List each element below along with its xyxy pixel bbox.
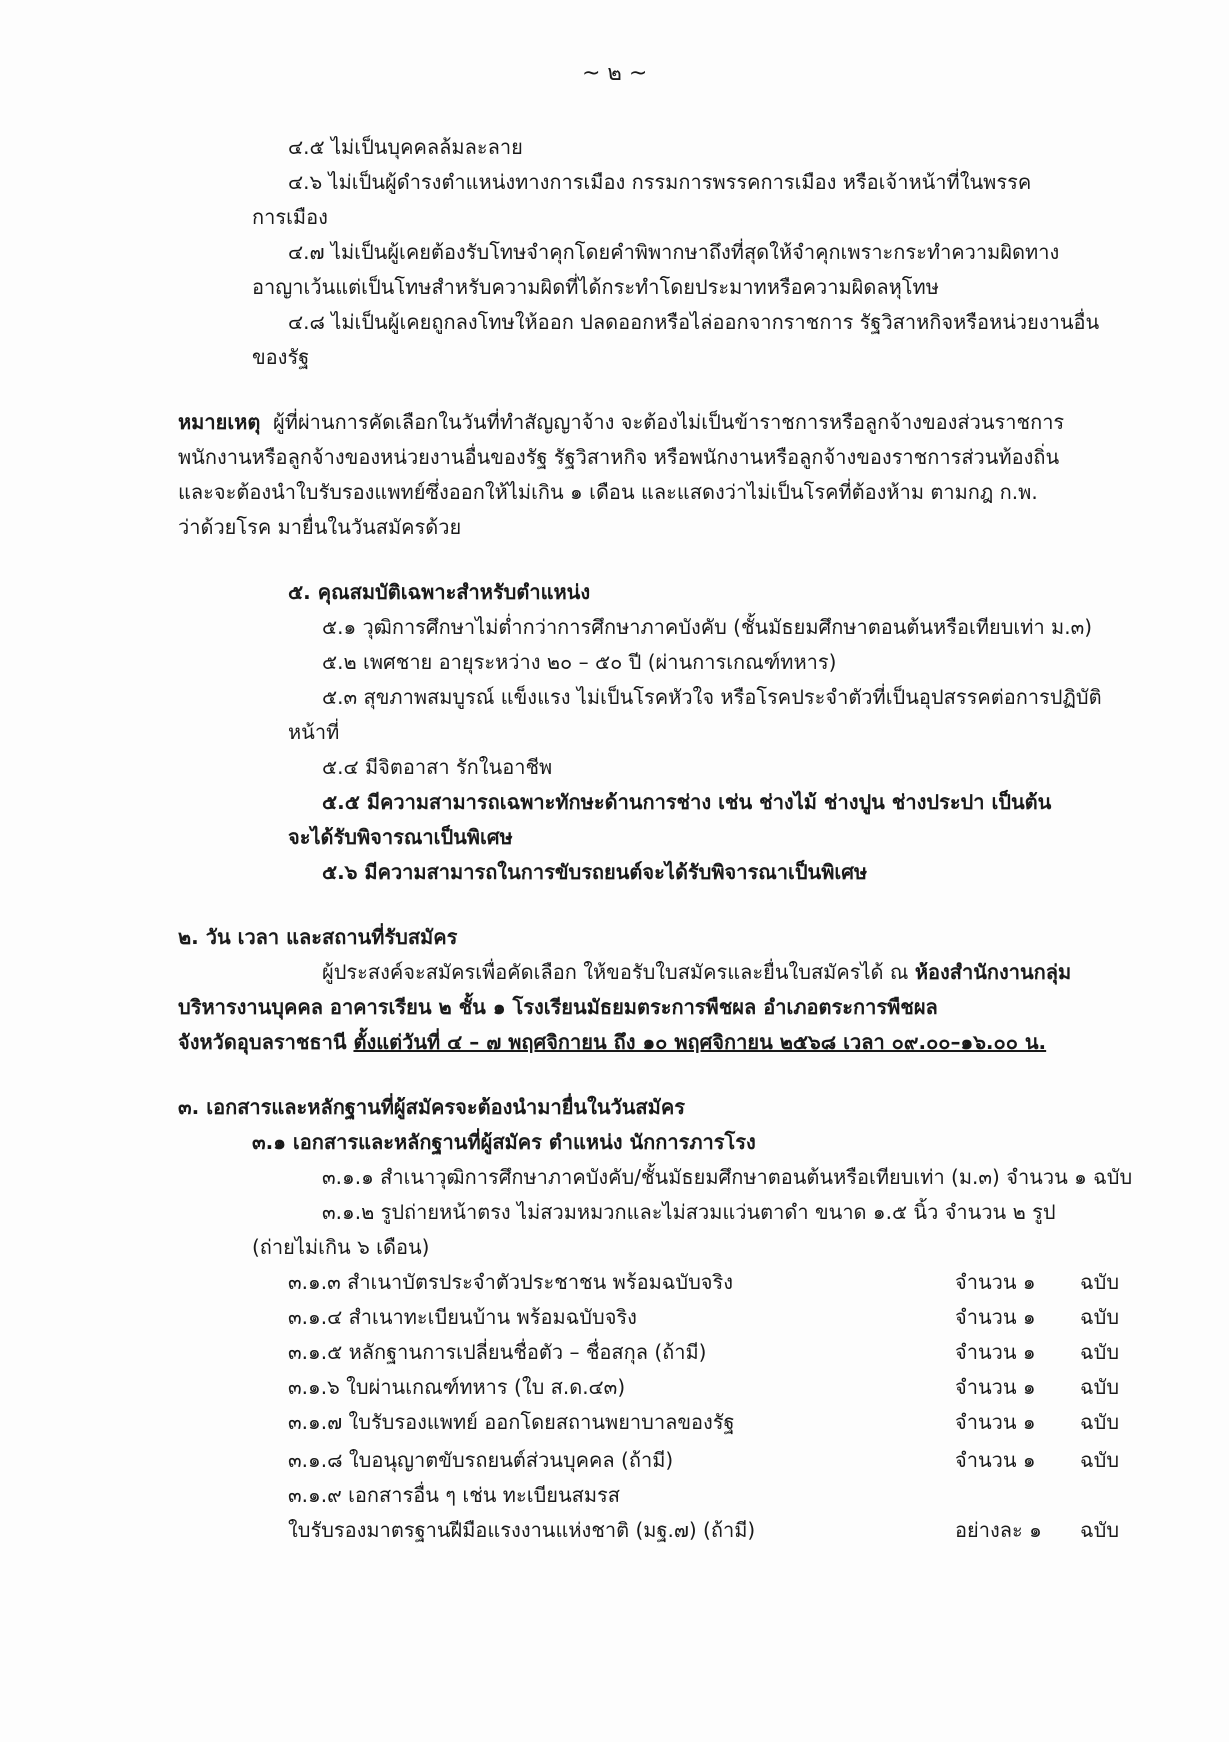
note-line-4: ว่าด้วยโรค มายื่นในวันสมัครด้วย xyxy=(178,515,462,539)
item-4-8-cont: ของรัฐ xyxy=(252,345,310,369)
doc-3-1-5-amount: จำนวน ๑ xyxy=(955,1340,1036,1364)
doc-3-1-8-unit: ฉบับ xyxy=(1080,1448,1120,1472)
doc-3-1-1: ๓.๑.๑ สำเนาวุฒิการศึกษาภาคบังคับ/ชั้นมัธยมศึกษาตอนต้นหรือเทียบเท่า (ม.๓) จำนวน ๑ ฉบับ xyxy=(322,1165,1133,1189)
doc-3-1-9: ๓.๑.๙ เอกสารอื่น ๆ เช่น ทะเบียนสมรส xyxy=(288,1483,620,1507)
note-label: หมายเหตุ xyxy=(178,410,261,434)
doc-3-1-9-amount: อย่างละ ๑ xyxy=(955,1518,1042,1542)
section-2-line-2: บริหารงานบุคคล อาคารเรียน ๒ ชั้น ๑ โรงเรียนมัธยมตระการพืชผล อำเภอตระการพืชผล xyxy=(178,995,938,1019)
item-4-6: ๔.๖ ไม่เป็นผู้ดำรงตำแหน่งทางการเมือง กรรมการพรรคการเมือง หรือเจ้าหน้าที่ในพรรค xyxy=(288,170,1032,194)
item-5-4: ๕.๔ มีจิตอาสา รักในอาชีพ xyxy=(322,755,553,779)
section-2-line-1 xyxy=(322,958,1071,986)
doc-3-1-4-amount: จำนวน ๑ xyxy=(955,1305,1036,1329)
section-2-location: ห้องสำนักงานกลุ่ม xyxy=(914,960,1072,984)
doc-3-1-5: ๓.๑.๕ หลักฐานการเปลี่ยนชื่อตัว – ชื่อสกุล (ถ้ามี) xyxy=(288,1340,707,1364)
item-5-5-cont: จะได้รับพิจารณาเป็นพิเศษ xyxy=(288,825,513,849)
doc-3-1-6-amount: จำนวน ๑ xyxy=(955,1375,1036,1399)
page-number: ~ ๒ ~ xyxy=(582,61,648,86)
doc-3-1-7-amount: จำนวน ๑ xyxy=(955,1410,1036,1434)
doc-3-1-4: ๓.๑.๔ สำเนาทะเบียนบ้าน พร้อมฉบับจริง xyxy=(288,1305,637,1329)
doc-3-1-9-cont: ใบรับรองมาตรฐานฝีมือแรงงานแห่งชาติ (มฐ.๗) (ถ้ามี) xyxy=(288,1518,756,1542)
doc-3-1-6: ๓.๑.๖ ใบผ่านเกณฑ์ทหาร (ใบ ส.ด.๔๓) xyxy=(288,1375,626,1399)
section-2-province: จังหวัดอุบลราชธานี xyxy=(178,1030,354,1054)
item-4-8: ๔.๘ ไม่เป็นผู้เคยถูกลงโทษให้ออก ปลดออกหรือไล่ออกจากราชการ รัฐวิสาหกิจหรือหน่วยงานอื่น xyxy=(288,310,1100,334)
section-2-line-1-text: ผู้ประสงค์จะสมัครเพื่อคัดเลือก ให้ขอรับใบสมัครและยื่นใบสมัครได้ ณ xyxy=(322,960,915,984)
doc-3-1-4-unit: ฉบับ xyxy=(1080,1305,1120,1329)
note-line-1 xyxy=(178,408,1064,436)
section-3-1-heading: ๓.๑ เอกสารและหลักฐานที่ผู้สมัคร ตำแหน่ง นักการภารโรง xyxy=(252,1130,756,1154)
section-2-dates: ตั้งแต่วันที่ ๔ – ๗ พฤศจิกายน ถึง ๑๐ พฤศจิกายน ๒๕๖๘ เวลา ๐๙.๐๐–๑๖.๐๐ น. xyxy=(353,1030,1047,1054)
item-5-2: ๕.๒ เพศชาย อายุระหว่าง ๒๐ – ๕๐ ปี (ผ่านการเกณฑ์ทหาร) xyxy=(322,650,837,674)
item-5-3-cont: หน้าที่ xyxy=(288,720,340,744)
item-5-3: ๕.๓ สุขภาพสมบูรณ์ แข็งแรง ไม่เป็นโรคหัวใจ หรือโรคประจำตัวที่เป็นอุปสรรคต่อการปฏิบัติ xyxy=(322,685,1102,709)
doc-3-1-8: ๓.๑.๘ ใบอนุญาตขับรถยนต์ส่วนบุคคล (ถ้ามี) xyxy=(288,1448,674,1472)
item-4-5: ๔.๕ ไม่เป็นบุคคลล้มละลาย xyxy=(288,135,523,159)
doc-3-1-7-unit: ฉบับ xyxy=(1080,1410,1120,1434)
item-4-6-cont: การเมือง xyxy=(252,205,328,229)
doc-3-1-6-unit: ฉบับ xyxy=(1080,1375,1120,1399)
note-text-1: ผู้ที่ผ่านการคัดเลือกในวันที่ทำสัญญาจ้าง จะต้องไม่เป็นข้าราชการหรือลูกจ้างของส่วนราชการ xyxy=(273,410,1065,434)
doc-3-1-7: ๓.๑.๗ ใบรับรองแพทย์ ออกโดยสถานพยาบาลของรัฐ xyxy=(288,1410,735,1434)
section-5-heading: ๕. คุณสมบัติเฉพาะสำหรับตำแหน่ง xyxy=(288,580,591,604)
item-5-5: ๕.๕ มีความสามารถเฉพาะทักษะด้านการช่าง เช่น ช่างไม้ ช่างปูน ช่างประปา เป็นต้น xyxy=(322,790,1052,814)
doc-3-1-3-unit: ฉบับ xyxy=(1080,1270,1120,1294)
item-4-7: ๔.๗ ไม่เป็นผู้เคยต้องรับโทษจำคุกโดยคำพิพากษาถึงที่สุดให้จำคุกเพราะกระทำความผิดทาง xyxy=(288,240,1060,264)
note-line-2: พนักงานหรือลูกจ้างของหน่วยงานอื่นของรัฐ รัฐวิสาหกิจ หรือพนักงานหรือลูกจ้างของราชการส่วนท้องถิ่น xyxy=(178,445,1060,469)
section-2-line-3 xyxy=(178,1028,1046,1056)
doc-3-1-2-cont: (ถ่ายไม่เกิน ๖ เดือน) xyxy=(252,1235,430,1259)
doc-3-1-3: ๓.๑.๓ สำเนาบัตรประจำตัวประชาชน พร้อมฉบับจริง xyxy=(288,1270,734,1294)
doc-3-1-2: ๓.๑.๒ รูปถ่ายหน้าตรง ไม่สวมหมวกและไม่สวมแว่นตาดำ ขนาด ๑.๕ นิ้ว จำนวน ๒ รูป xyxy=(322,1200,1056,1224)
section-2-heading: ๒. วัน เวลา และสถานที่รับสมัคร xyxy=(178,925,458,949)
doc-3-1-3-amount: จำนวน ๑ xyxy=(955,1270,1036,1294)
doc-3-1-5-unit: ฉบับ xyxy=(1080,1340,1120,1364)
item-4-7-cont: อาญาเว้นแต่เป็นโทษสำหรับความผิดที่ได้กระทำโดยประมาทหรือความผิดลหุโทษ xyxy=(252,275,939,299)
doc-3-1-9-unit: ฉบับ xyxy=(1080,1518,1120,1542)
item-5-6: ๕.๖ มีความสามารถในการขับรถยนต์จะได้รับพิจารณาเป็นพิเศษ xyxy=(322,860,868,884)
section-3-heading: ๓. เอกสารและหลักฐานที่ผู้สมัครจะต้องนำมายื่นในวันสมัคร xyxy=(178,1095,685,1119)
item-5-1: ๕.๑ วุฒิการศึกษาไม่ต่ำกว่าการศึกษาภาคบังคับ (ชั้นมัธยมศึกษาตอนต้นหรือเทียบเท่า ม.๓) xyxy=(322,615,1093,639)
doc-3-1-8-amount: จำนวน ๑ xyxy=(955,1448,1036,1472)
note-line-3: และจะต้องนำใบรับรองแพทย์ซึ่งออกให้ไม่เกิน ๑ เดือน และแสดงว่าไม่เป็นโรคที่ต้องห้าม ตามกฎ ก.พ. xyxy=(178,480,1038,504)
